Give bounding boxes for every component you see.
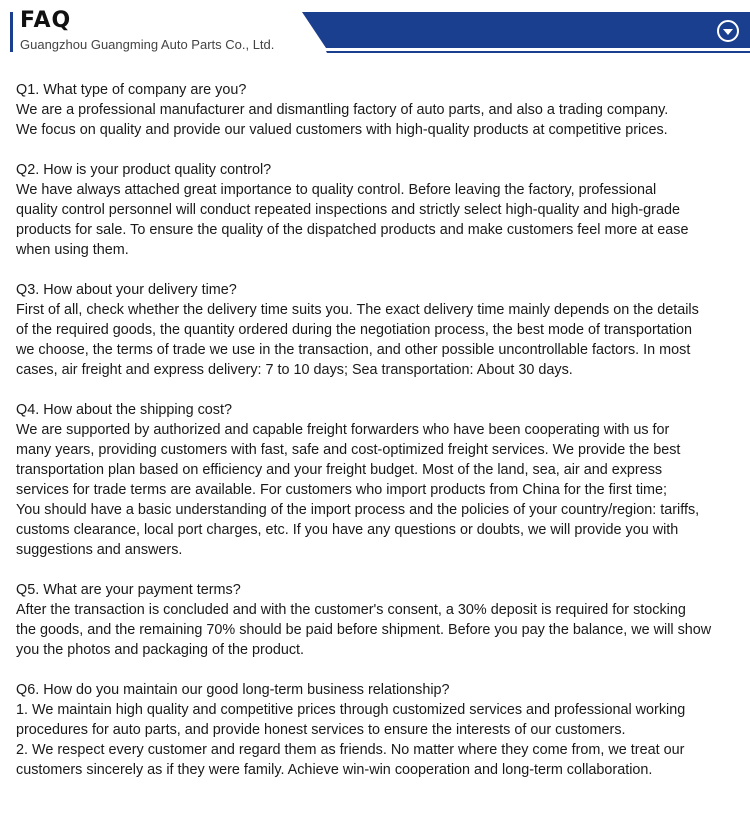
faq-question: Q3. How about your delivery time? [16,282,237,298]
faq-answer-line: 2. We respect every customer and regard them as friends. No matter where they come from, we treat our [16,742,685,758]
faq-item-q4 [16,400,744,560]
faq-item-q5 [16,580,744,660]
faq-answer-line: of the required goods, the quantity ordered during the negotiation process, the best mode of transportation [16,322,693,338]
faq-answer-line: products for sale. To ensure the quality of the dispatched products and make customers feel more at ease [16,222,689,238]
faq-answer-line: transportation plan based on efficiency and your freight budget. Most of the land, sea, air and express [16,462,663,478]
faq-question: Q2. How is your product quality control? [16,162,272,178]
faq-question: Q4. How about the shipping cost? [16,402,232,418]
page-title: FAQ [20,8,72,33]
faq-answer-line: We have always attached great importance to quality control. Before leaving the factory, professional [16,182,657,198]
company-name: Guangzhou Guangming Auto Parts Co., Ltd. [20,37,275,52]
faq-answer-line: suggestions and answers. [16,542,183,558]
faq-answer-line: you the photos and packaging of the product. [16,642,305,658]
faq-item-q1 [16,80,744,140]
faq-answer-line: customs clearance, local port charges, etc. If you have any questions or doubts, we will provide you with [16,522,679,538]
faq-answer-line: services for trade terms are available. For customers who import products from China for the first time; [16,482,668,498]
faq-answer-line: we choose, the terms of trade we use in the transaction, and other possible uncontrollable factors. In most [16,342,691,358]
faq-answer-line: After the transaction is concluded and with the customer's consent, a 30% deposit is required for stocking [16,602,686,618]
faq-answer-line: customers sincerely as if they were family. Achieve win-win cooperation and long-term collaboration. [16,762,653,778]
faq-answer-line: many years, providing customers with fast, safe and cost-optimized freight services. We provide the best [16,442,681,458]
faq-question: Q1. What type of company are you? [16,82,247,98]
faq-answer-line: when using them. [16,242,129,258]
faq-answer-line: We are a professional manufacturer and dismantling factory of auto parts, and also a trading company. [16,102,669,118]
faq-answer-line: We focus on quality and provide our valued customers with high-quality products at competitive prices. [16,122,668,138]
faq-question: Q5. What are your payment terms? [16,582,241,598]
faq-answer-line: quality control personnel will conduct repeated inspections and strictly select high-quality and high-grade [16,202,680,218]
faq-item-q6 [16,680,744,780]
faq-item-q3 [16,280,744,380]
faq-question: Q6. How do you maintain our good long-term business relationship? [16,682,450,698]
header-accent-bar [10,12,13,52]
faq-answer-line: 1. We maintain high quality and competitive prices through customized services and professional working [16,702,686,718]
faq-item-q2 [16,160,744,260]
faq-answer-line: the goods, and the remaining 70% should be paid before shipment. Before you pay the balance, we will show [16,622,712,638]
faq-answer-line: cases, air freight and express delivery: 7 to 10 days; Sea transportation: About 30 days. [16,362,573,378]
faq-answer-line: procedures for auto parts, and provide honest services to ensure the interests of our customers. [16,722,626,738]
faq-list [16,80,744,800]
chevron-down-circle-icon[interactable] [716,19,740,43]
faq-answer-line: First of all, check whether the delivery time suits you. The exact delivery time mainly depends on the details [16,302,699,318]
page-header [0,0,750,56]
faq-answer-line: We are supported by authorized and capable freight forwarders who have been cooperating with us for [16,422,670,438]
faq-answer-line: You should have a basic understanding of the import process and the policies of your country/region: tariffs, [16,502,700,518]
